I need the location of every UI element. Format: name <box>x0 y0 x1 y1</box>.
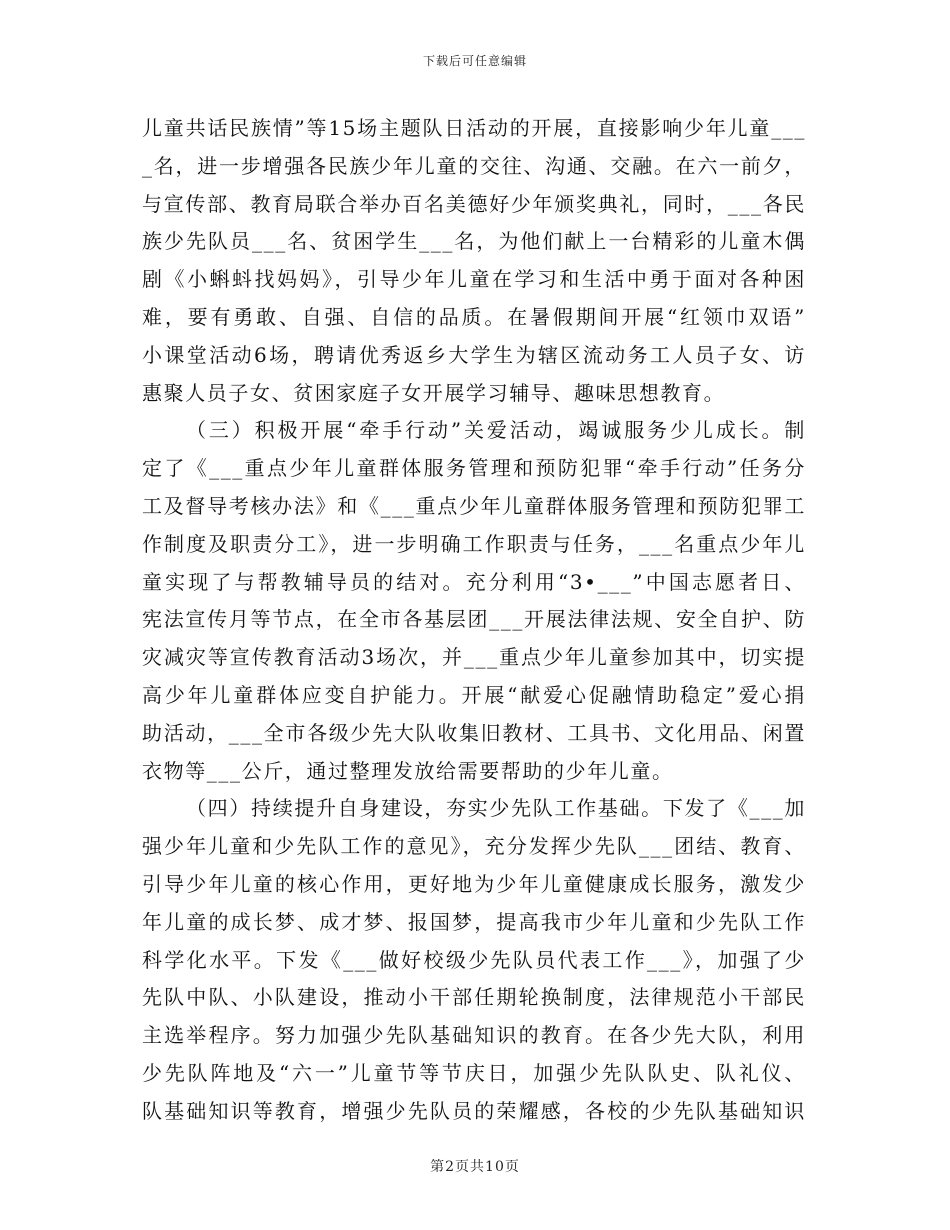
text-line: 强少年儿童和少先队工作的意见》，充分发挥少先队___团结、教育、 <box>142 834 806 859</box>
page-footer: 第2页共10页 <box>430 1159 520 1175</box>
text-line: 剧《小蝌蚪找妈妈》，引导少年儿童在学习和生活中勇于面对各种困 <box>142 267 806 292</box>
text-line: 小课堂活动6场，聘请优秀返乡大学生为辖区流动务工人员子女、访 <box>142 342 806 367</box>
text-line: 先队中队、小队建设，推动小干部任期轮换制度，法律规范小干部民 <box>142 985 806 1010</box>
text-line: 科学化水平。下发《___做好校级少先队员代表工作___》，加强了少 <box>142 947 806 972</box>
text-line: 作制度及职责分工》，进一步明确工作职责与任务，___名重点少年儿 <box>142 531 806 556</box>
text-line: 年儿童的成长梦、成才梦、报国梦，提高我市少年儿童和少先队工作 <box>142 909 806 934</box>
section-heading-line: （四）持续提升自身建设，夯实少先队工作基础。下发了《___加 <box>186 796 806 821</box>
text-line: 衣物等___公斤，通过整理发放给需要帮助的少年儿童。 <box>142 758 674 783</box>
text-line: 队基础知识等教育，增强少先队员的荣耀感，各校的少先队基础知识 <box>142 1098 806 1123</box>
text-line: 童实现了与帮教辅导员的结对。充分利用“3•___”中国志愿者日、 <box>142 569 806 594</box>
document-body <box>142 110 806 1131</box>
text-line: 宪法宣传月等节点，在全市各基层团___开展法律法规、安全自护、防 <box>142 607 806 632</box>
text-line: 少先队阵地及“六一”儿童节等节庆日，加强少先队队史、队礼仪、 <box>142 1060 806 1085</box>
text-line: 引导少年儿童的核心作用，更好地为少年儿童健康成长服务，激发少 <box>142 871 806 896</box>
text-line: 定了《___重点少年儿童群体服务管理和预防犯罪“牵手行动”任务分 <box>142 456 806 481</box>
text-line: 儿童共话民族情”等15场主题队日活动的开展，直接影响少年儿童___ <box>142 116 806 140</box>
text-line: 难，要有勇敢、自强、自信的品质。在暑假期间开展“红领巾双语” <box>142 304 806 329</box>
section-heading-line: （三）积极开展“牵手行动”关爱活动，竭诚服务少儿成长。制 <box>186 418 806 443</box>
text-line: 工及督导考核办法》和《___重点少年儿童群体服务管理和预防犯罪工 <box>142 493 806 518</box>
text-line: 惠聚人员子女、贫困家庭子女开展学习辅导、趣味思想教育。 <box>142 380 726 405</box>
text-line: 族少先队员___名、贫困学生___名，为他们献上一台精彩的儿童木偶 <box>142 229 806 254</box>
page-header: 下载后可任意编辑 <box>422 54 527 68</box>
text-line: 灾减灾等宣传教育活动3场次，并___重点少年儿童参加其中，切实提 <box>142 645 806 670</box>
text-line: 助活动，___全市各级少先大队收集旧教材、工具书、文化用品、闲置 <box>142 720 806 745</box>
text-line: 与宣传部、教育局联合举办百名美德好少年颁奖典礼，同时，___各民 <box>142 191 806 216</box>
text-line: 高少年儿童群体应变自护能力。开展“献爱心促融情助稳定”爱心捐 <box>142 682 806 707</box>
text-line: _名，进一步增强各民族少年儿童的交往、沟通、交融。在六一前夕， <box>142 153 806 178</box>
text-line: 主选举程序。努力加强少先队基础知识的教育。在各少先大队，利用 <box>142 1023 806 1048</box>
